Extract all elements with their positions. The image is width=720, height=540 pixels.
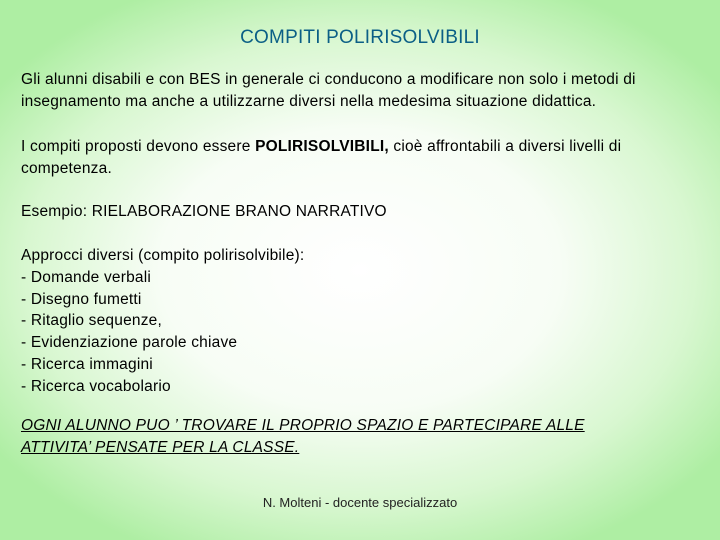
list-item: - Ricerca immagini: [21, 355, 153, 373]
tasks-prefix: I compiti proposti devono essere: [21, 138, 256, 155]
intro-line-2: insegnamento ma anche a utilizzarne diversi nella medesima situazione didattica.: [21, 93, 597, 110]
intro-paragraph: [21, 69, 716, 113]
conclusion-line-1: OGNI ALUNNO PUO ’ TROVARE IL PROPRIO SPAZIO E PARTECIPARE ALLE: [21, 417, 585, 434]
tasks-suffix: cioè affrontabili a diversi livelli di: [388, 138, 622, 155]
author-footer: N. Molteni - docente specializzato: [262, 495, 458, 510]
slide-title: COMPITI POLIRISOLVIBILI: [240, 27, 480, 48]
list-item: - Evidenziazione parole chiave: [21, 334, 238, 352]
intro-line-1: Gli alunni disabili e con BES in generale ci conducono a modificare non solo i metodi di: [21, 71, 636, 88]
conclusion-paragraph: [21, 415, 716, 459]
conclusion-line-2: ATTIVITA’ PENSATE PER LA CLASSE.: [21, 439, 300, 456]
approaches-heading: Approcci diversi (compito polirisolvibile):: [21, 247, 305, 264]
list-item: - Domande verbali: [21, 268, 152, 286]
tasks-line-1: [21, 136, 716, 158]
list-item: - Ricerca vocabolario: [21, 377, 171, 395]
example-line: Esempio: RIELABORAZIONE BRANO NARRATIVO: [21, 203, 387, 220]
tasks-bold-term: POLIRISOLVIBILI,: [255, 138, 389, 155]
tasks-paragraph: [21, 136, 716, 180]
list-item: - Disegno fumetti: [21, 290, 142, 308]
approaches-list: [21, 245, 716, 398]
list-item: - Ritaglio sequenze,: [21, 312, 162, 330]
tasks-line-2: competenza.: [21, 160, 112, 177]
